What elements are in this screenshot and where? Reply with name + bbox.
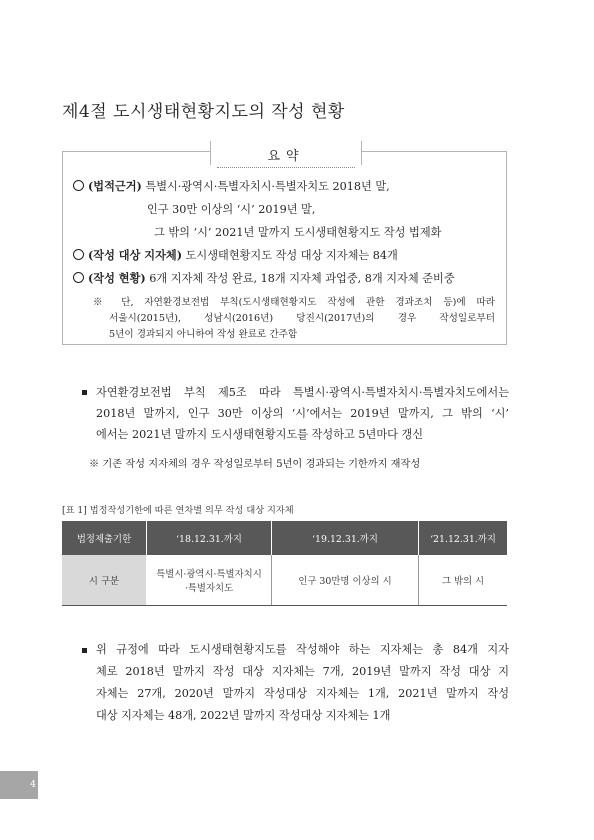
table-cell: 인구 30만명 이상의 시 (272, 555, 419, 606)
table-header-cell: ‘21.12.31.까지 (419, 521, 508, 555)
para1-line1: 자연환경보전법 부칙 제5조 따라 특별시·광역시·특별자치시·특별자치도에서는 (96, 386, 509, 399)
section-title: 제4절 도시생태현황지도의 작성 현황 (62, 102, 345, 122)
table-header-cell: ‘18.12.31.까지 (147, 521, 272, 555)
page-number: 4 (30, 779, 37, 790)
table-header-cell: ‘19.12.31.까지 (272, 521, 419, 555)
basis-text-2: 인구 30만 이상의 ‘시’ 2019년 말, (147, 203, 316, 216)
basis-text-3: 그 밖의 ‘시’ 2021년 말까지 도시생태현황지도 작성 법제화 (154, 226, 442, 239)
para2-line2: 체로 2018년 말까지 작성 대상 지자체는 7개, 2019년 말까지 작성 대상 지 (96, 665, 509, 678)
table-caption: [표 1] 법정작성기한에 따른 연차별 의무 작성 대상 지자체 (62, 505, 294, 516)
para1-line2: 2018년 말까지, 인구 30만 이상의 ‘시’에서는 2019년 말까지, 그 밖의 ‘시’ (96, 407, 509, 420)
para1-note: ※ 기존 작성 지자체의 경우 작성일로부터 5년이 경과되는 기한까지 재작성 (89, 459, 421, 470)
basis-text-1: 특별시·광역시·특별자치시·특별자치도 2018년 말, (145, 180, 390, 193)
table-row-head: 시 구분 (62, 555, 147, 606)
para2-line3: 자체는 27개, 2020년 말까지 작성대상 지자체는 1개, 2021년 말까지 작성 (96, 687, 509, 700)
para2-line4: 대상 지자체는 48개, 2022년 말까지 작성대상 지자체는 1개 (96, 709, 391, 722)
target-label: (작성 대상 지자체) (88, 248, 183, 262)
summary-tab-label: 요약 (267, 149, 305, 164)
table-cell-line: 특별시·광역시·특별자치시 (156, 569, 262, 580)
basis-label: (법적근거) (88, 179, 142, 193)
summary-tab (210, 141, 362, 165)
target-text: 도시생태현황지도 작성 대상 지자체는 84개 (185, 249, 398, 262)
summary-tab-divider (217, 167, 355, 168)
circle-bullet-icon (73, 272, 84, 283)
table-cell (147, 555, 272, 606)
table-row (62, 555, 507, 606)
table-header-row (62, 521, 507, 555)
summary-status-line (73, 270, 455, 286)
summary-basis-line1 (73, 178, 390, 194)
para2-line1: 위 규정에 따라 도시생태현황지도를 작성해야 하는 지자체는 총 84개 지자 (96, 643, 509, 656)
deadline-table (62, 521, 507, 606)
circle-bullet-icon (73, 249, 84, 260)
summary-note-line2: 서울시(2015년), 성남시(2016년) 당진시(2017년)의 경우 작성일로부터 (109, 313, 495, 324)
summary-note-line1: ※ 단, 자연환경보전법 부칙(도시생태현황지도 작성에 관한 경과조치 등)에 따라 (93, 297, 495, 308)
square-bullet-icon (82, 648, 87, 653)
table-header-cell: 법정제출기한 (62, 521, 147, 555)
summary-target-line (73, 247, 398, 263)
table-cell-line: ·특별자치도 (184, 583, 234, 594)
para1-line3: 에서는 2021년 말까지 도시생태현황지도를 작성하고 5년마다 갱신 (96, 428, 424, 441)
summary-note-line3: 5년이 경과되지 아니하여 작성 완료로 간주함 (109, 329, 298, 340)
status-text: 6개 지자체 작성 완료, 18개 지자체 과업중, 8개 지자체 준비중 (149, 272, 455, 285)
status-label: (작성 현황) (88, 271, 146, 285)
circle-bullet-icon (73, 180, 84, 191)
square-bullet-icon (82, 390, 87, 395)
table-cell: 그 밖의 시 (419, 555, 508, 606)
